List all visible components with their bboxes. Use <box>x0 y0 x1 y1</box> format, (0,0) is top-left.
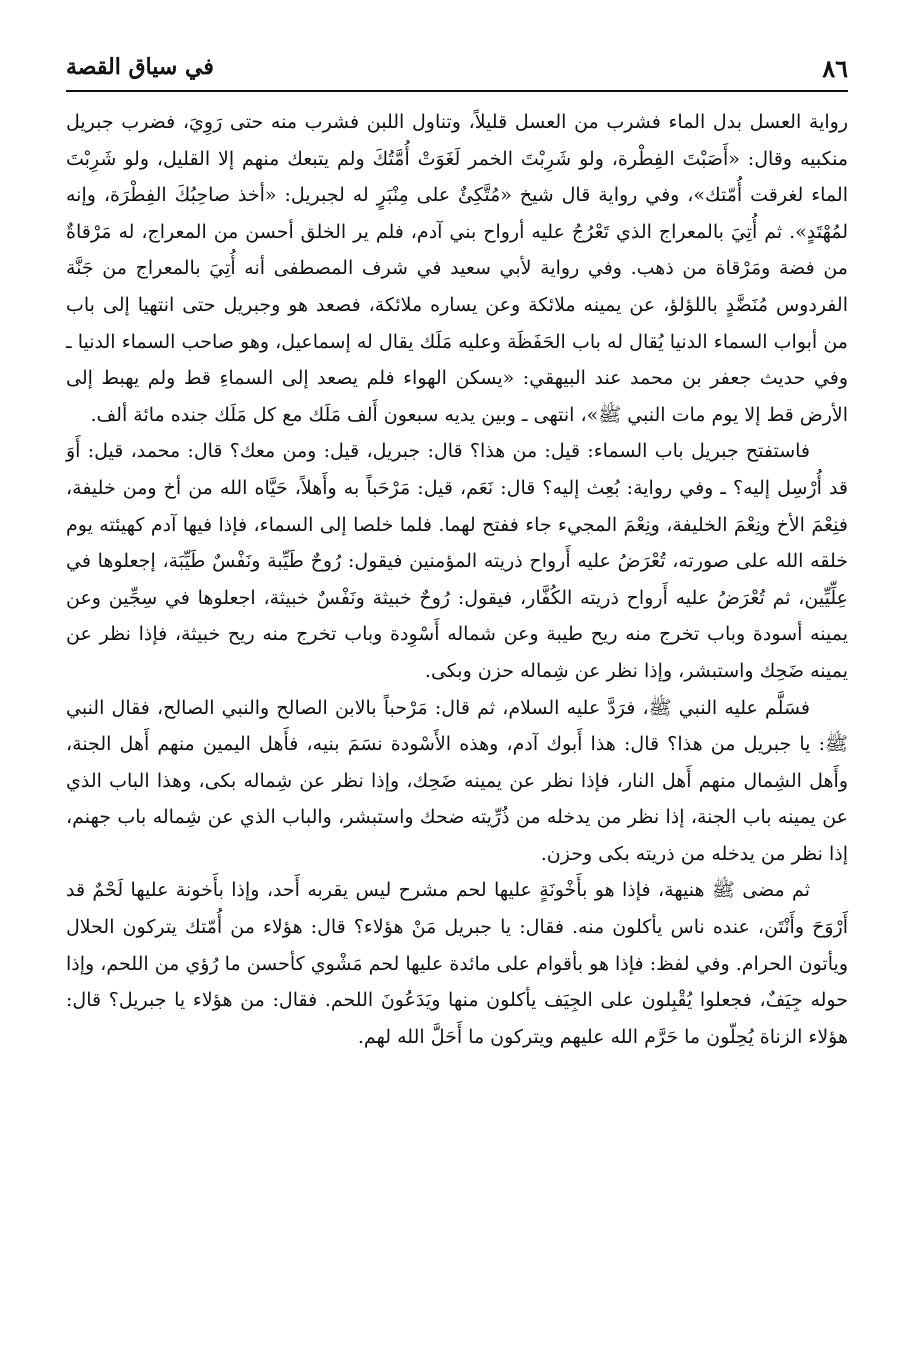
page-header <box>66 48 848 88</box>
paragraph-3: فسَلَّم عليه النبي ﷺ، فرَدَّ عليه السلام، ثم قال: مَرْحباً بالابن الصالح والنبي الصالح، فقال النبي ﷺ: يا جبريل من هذا؟ قال: هذا أَبوك آدم، وهذه الأَسْودة نسَمَ بنيه، فأَهل اليمين منهم أَهل الجنة، وأَهل الشِمال منهم أَهل النار، فإذا نظر عن يمينه ضَحِك، وإذا نظر عن شِماله بكى، وهذا الباب الذي عن يمينه باب الجنة، إذا نظر من يدخله من ذُرِّيته ضحك واستبشر، والباب الذي عن شِماله باب جهنم، إذا نظر من يدخله من ذريته بكى وحزن. <box>66 696 848 865</box>
paragraph-2: فاستفتح جبريل باب السماء: قيل: من هذا؟ قال: جبريل، قيل: ومن معك؟ قال: محمد، قيل: أَوَ قد أُرْسِل إليه؟ ـ وفي رواية: بُعِث إليه؟ قال: نَعَم، قيل: مَرْحَباً به وأَهلاً، حَيَّاه الله من أخ ومن خليفة، فنِعْمَ الأخ ونِعْمَ الخليفة، ونِعْمَ المجيء جاء ففتح لهما. فلما خلصا إلى السماء، فإذا فيها آدم كهيئته يوم خلقه الله على صورته، تُعْرَضُ عليه أَرواح ذريته المؤمنين فيقول: رُوحٌ طَيِّبة ونَفْسٌ طَيِّبَة، إجعلوها في عِلِّيِّين، ثم تُعْرَضُ عليه أَرواح ذريته الكُفَّار، فيقول: رُوحٌ خبيثة ونَفْسٌ خبيثة، اجعلوها في سِجِّين وعن يمينه أسودة وباب تخرج منه ريح طيبة وعن شماله أَسْوِدة وباب تخرج منه ريح خبيثة، فإذا نظر عن يمينه ضَحِك واستبشر، وإذا نظر عن شِماله حزن وبكى. <box>66 440 848 682</box>
paragraph-1: رواية العسل بدل الماء فشرب من العسل قليلاً، وتناول اللبن فشرب منه حتى رَوِيَ، فضرب جبريل منكبيه وقال: «أَصَبْتَ الفِطْرة، ولو شَرِبْتَ الخمر لَغَوَتْ أُمَّتُكَ ولم يتبعك منهم إلا القليل، ولو شَرِبْتَ الماء لغرقت أُمّتك»، وفي رواية قال شيخ «مُتَّكِئٌ على مِنْبَرٍ له لجبريل: «أخذ صاحِبُكَ الفِطْرَة، وإنه لمُهْتَدٍ». ثم أُتِيَ بالمعراج الذي تَعْرُجُ عليه أرواح بني آدم، فلم ير الخلق أحسن من المعراج، له مَرْقاةٌ من فضة ومَرْقاة من ذهب. وفي رواية لأبي سعيد في شرف المصطفى أنه أُتِيَ بالمعراج من جَنَّة الفردوس مُنَضَّدٍ باللؤلؤ، عن يمينه ملائكة وعن يساره ملائكة، فصعد هو وجبريل حتى انتهيا إلى باب من أبواب السماء الدنيا يُقال له باب الحَفَظَة وعليه مَلَك يقال له إسماعيل، وهو صاحب السماء الدنيا ـ وفي حديث جعفر بن محمد عند البيهقي: «يسكن الهواء فلم يصعد إلى السماءِ قط ولم يهبط إلى الأرض قط إلا يوم مات النبي ﷺ»، انتهى ـ وبين يديه سبعون أَلف مَلَك مع كل مَلَك جنده مائة ألف. <box>66 111 848 426</box>
page-number: ٨٦ <box>822 54 848 83</box>
paragraph-4: ثم مضى ﷺ هنيهة، فإذا هو بأَخْونَةٍ عليها لحم مشرح ليس يقربه أَحد، وإذا بأَخونة عليها لَحْمٌ قد أَرْوَحَ وأَنْتَن، عنده ناس يأكلون منه. فقال: يا جبريل مَنْ هؤلاء؟ قال: هؤلاء من أُمّتك يتركون الحلال ويأتون الحرام. وفي لفظ: فإذا هو بأقوام على مائدة عليها لحم مَشْوي كأحسن ما رُؤي من اللحم، وإذا حوله جِيَفٌ، فجعلوا يُقْبِلون على الجِيَف يأكلون منها ويَدَعُونَ اللحم. فقال: من هؤلاء يا جبريل؟ قال: هؤلاء الزناة يُحِلّون ما حَرَّم الله عليهم ويتركون ما أَحَلَّ الله لهم. <box>66 879 848 1048</box>
running-title: في سياق القصة <box>66 54 214 80</box>
body-text <box>66 104 848 1055</box>
header-divider <box>66 90 848 92</box>
